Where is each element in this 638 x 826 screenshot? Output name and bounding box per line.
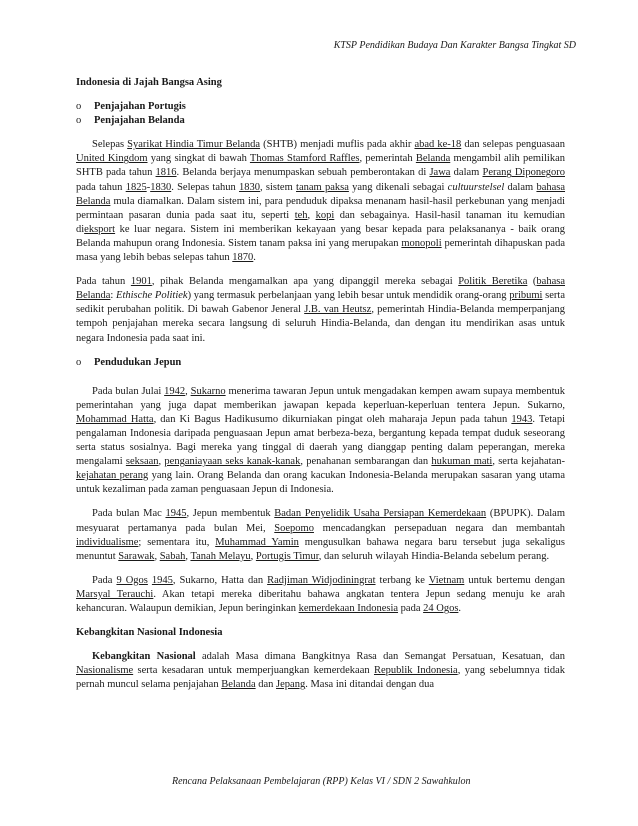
hyperlink[interactable]: bahasa Belanda: [76, 181, 566, 207]
text-run: ,: [185, 385, 191, 397]
italic-term: Ethische Politiek: [116, 290, 188, 302]
hyperlink[interactable]: Sabah: [159, 550, 186, 562]
italic-term: cultuurstelsel: [447, 181, 505, 193]
hyperlink[interactable]: Soepomo: [274, 522, 314, 534]
text-run: :: [110, 290, 117, 302]
hyperlink[interactable]: Jawa: [429, 167, 451, 179]
text-run: Pada: [92, 574, 117, 586]
hyperlink[interactable]: 1945: [151, 574, 173, 586]
hyperlink[interactable]: kejahatan perang: [76, 470, 149, 482]
text-run: . Selepas tahun: [171, 181, 240, 193]
hyperlink[interactable]: 9 Ogos: [116, 574, 148, 586]
list-item: [76, 114, 565, 128]
page-header: KTSP Pendidikan Budaya Dan Karakter Bangsa Tingkat SD: [333, 40, 576, 51]
text-run: untuk bertemu dengan: [464, 574, 566, 586]
text-run: ,: [185, 550, 191, 562]
paragraph-belanda: [76, 138, 565, 265]
hyperlink[interactable]: hukuman mati: [431, 456, 493, 468]
hyperlink[interactable]: 1816: [155, 167, 177, 179]
hyperlink[interactable]: Badan Penyelidik Usaha Persiapan Kemerdekaan: [274, 508, 487, 520]
hyperlink[interactable]: teh: [294, 209, 308, 221]
paragraph-kebangkitan: [76, 650, 565, 692]
hyperlink[interactable]: Vietnam: [428, 574, 465, 586]
text-run: , pemerintah: [359, 153, 416, 165]
hyperlink[interactable]: eksport: [84, 223, 116, 235]
text-run: serta sedikit perubahan politik. Di bawah Gabenor Jeneral: [76, 290, 566, 316]
hyperlink[interactable]: tanam paksa: [296, 181, 349, 193]
hyperlink[interactable]: 1830: [239, 181, 261, 193]
text-run: dan: [255, 679, 277, 691]
hyperlink[interactable]: 1945: [165, 508, 187, 520]
paragraph-jepun-1942: [76, 385, 565, 498]
text-run: .: [458, 603, 462, 614]
hyperlink[interactable]: Tanah Melayu: [190, 550, 251, 562]
text-run: pemerintah dihapuskan pada masa yang lebih bebas selepas tahun: [76, 237, 566, 264]
hyperlink[interactable]: 1943: [511, 413, 533, 425]
hyperlink[interactable]: kopi: [315, 209, 335, 221]
text-run: -: [146, 181, 151, 193]
text-run: Pada bulan Mac: [92, 508, 166, 520]
bullet-icon: o: [76, 101, 82, 113]
text-run: . Tetapi pengalaman Indonesia daripada penguasaan Jepun amat berbeza-beza, bergantung kepada tempat duduk seseorang serta status sosialnya. Bagi mereka yang tinggal di daerah yang dianggap penting dalam peperangan, mereka mengalami: [76, 413, 565, 468]
text-run: dalam: [504, 181, 537, 193]
hyperlink[interactable]: Portugis Timur: [255, 550, 319, 562]
hyperlink[interactable]: Radjiman Widjodiningrat: [267, 574, 376, 586]
list-item-label: Pendudukan Jepun: [94, 356, 182, 368]
hyperlink[interactable]: Nasionalisme: [76, 665, 134, 677]
paragraph-politik-beretika: [76, 275, 565, 345]
hyperlink[interactable]: kemerdekaan Indonesia: [298, 603, 399, 614]
hyperlink[interactable]: Jepang: [276, 679, 306, 691]
text-run: dan selepas penguasaan: [461, 139, 565, 151]
paragraph-ogos-1945: [76, 574, 565, 616]
text-run: mengambil alih pemilikan SHTB pada tahun: [76, 153, 566, 179]
text-run: ,: [154, 550, 160, 562]
hyperlink[interactable]: Muhammad Yamin: [215, 536, 299, 548]
text-run: . Masa ini ditandai dengan dua: [305, 679, 435, 691]
text-run: serta kesadaran untuk memperjuangkan kemerdekaan: [133, 665, 374, 677]
text-run: Selepas: [92, 139, 128, 151]
text-run: , pihak Belanda mengamalkan apa yang dipanggil mereka sebagai: [151, 276, 459, 288]
text-run: ,: [307, 209, 316, 221]
bullet-icon: o: [76, 115, 82, 127]
text-run: , dan Ki Bagus Hadikusumo dikurniakan pingat oleh maharaja Jepun pada tahun: [153, 413, 512, 425]
text-run: yang lain. Orang Belanda dan orang kacukan Indonesia-Belanda merupakan sasaran yang utama untuk kezaliman pada zaman penguasaan Jepun di Indonesia.: [76, 470, 565, 496]
bold-term: Kebangkitan Nasional: [92, 651, 196, 663]
text-run: . Akan tetapi mereka diberitahu bahawa angkatan tentera Jepun sedang menuju ke arah kehancuran. Walaupun demikian, Jepun beringinkan: [76, 588, 566, 614]
paragraph-bpupk: [76, 507, 565, 563]
text-run: mula diamalkan. Dalam sistem ini, para penduduk dipaksa menanam hasil-hasil perkebunan yang menjadi permintaan pasaran dunia pada saat itu, seperti: [76, 195, 565, 221]
text-run: (BPUPK). Dalam mesyuarat pertamanya pada bulan Mei,: [76, 508, 565, 534]
hyperlink[interactable]: penganiayaan seks kanak-kanak: [164, 456, 301, 468]
hyperlink[interactable]: pribumi: [509, 290, 543, 302]
section-heading: Kebangkitan Nasional Indonesia: [76, 627, 223, 639]
hyperlink[interactable]: bahasa Belanda: [76, 276, 565, 302]
text-run: ) yang termasuk perbelanjaan yang lebih besar untuk mendidik orang-orang: [187, 290, 510, 302]
text-run: , yang sebelumnya tidak pernah muncul selama penjajahan: [76, 665, 565, 691]
list-item-label: Penjajahan Portugis: [94, 101, 186, 113]
hyperlink[interactable]: Sarawak: [118, 550, 155, 562]
hyperlink[interactable]: Syarikat Hindia Timur Belanda: [127, 139, 261, 151]
section-title: Indonesia di Jajah Bangsa Asing: [76, 77, 222, 88]
hyperlink[interactable]: 24 Ogos: [423, 603, 459, 614]
page-footer: Rencana Pelaksanaan Pembelajaran (RPP) Kelas VI / SDN 2 Sawahkulon: [172, 776, 471, 787]
text-run: (SHTB) menjadi muflis pada akhir: [260, 139, 415, 151]
text-run: yang dikenali sebagai: [348, 181, 448, 193]
hyperlink[interactable]: 1901: [130, 276, 152, 288]
text-run: dan sebagainya. Hasil-hasil tanaman itu kemudian di: [76, 209, 566, 235]
text-run: yang singkat di bawah: [147, 153, 250, 165]
hyperlink[interactable]: Thomas Stamford Raffles: [249, 153, 360, 165]
text-run: . Belanda berjaya menumpaskan sebuah pemberontakan di: [176, 167, 430, 179]
text-run: adalah Masa dimana Bangkitnya Rasa dan Semangat Persatuan, Kesatuan, dan: [195, 651, 565, 663]
text-run: , Sukarno, Hatta dan: [172, 574, 268, 586]
text-run: dalam: [450, 167, 483, 179]
text-run: menerima tawaran Jepun untuk mengadakan kempen awam supaya membentuk pemerintahan yang juga dapat memberikan jawapan kepada keperluan-keperluan tentera Jepun. Sukarno,: [76, 385, 566, 411]
hyperlink[interactable]: Belanda: [221, 679, 256, 691]
hyperlink[interactable]: Mohammad Hatta: [76, 413, 154, 425]
text-run: ,: [250, 550, 256, 562]
bullet-icon: o: [76, 356, 82, 368]
hyperlink[interactable]: J.B. van Heutsz: [304, 304, 372, 316]
document-body: [76, 76, 565, 692]
text-run: Pada bulan Julai: [92, 385, 165, 397]
text-run: ke luar negara. Sistem ini memberikan kekayaan yang besar kepada para pelaksananya - baik orang Belanda mahupun orang Indonesia. Sistem tanam paksa ini yang merupakan: [76, 223, 565, 249]
list-item: [76, 100, 565, 114]
hyperlink[interactable]: Sukarno: [190, 385, 226, 397]
text-run: pada: [398, 603, 424, 614]
hyperlink[interactable]: Belanda: [415, 153, 451, 165]
hyperlink[interactable]: 1870: [232, 252, 254, 264]
text-run: mengusulkan bahawa negara baru tersebut juga sekaligus menuntut: [76, 536, 565, 562]
text-run: , penahanan sembarangan dan: [300, 456, 432, 468]
hyperlink[interactable]: 1942: [164, 385, 186, 397]
text-run: terbang ke: [375, 574, 429, 586]
text-run: , Jepun membentuk: [186, 508, 275, 520]
text-run: , dan seluruh wilayah Hindia-Belanda sebelum perang.: [318, 550, 550, 562]
hyperlink[interactable]: Perang Diponegoro: [482, 167, 565, 179]
text-run: (: [527, 276, 537, 288]
text-run: , sistem: [260, 181, 297, 193]
hyperlink[interactable]: Republik Indonesia: [373, 665, 458, 677]
hyperlink[interactable]: United Kingdom: [76, 153, 148, 165]
hyperlink[interactable]: seksaan: [125, 456, 159, 468]
text-run: .: [253, 252, 256, 264]
text-run: Pada tahun: [76, 276, 131, 288]
hyperlink[interactable]: Marsyal Terauchi: [76, 588, 154, 600]
hyperlink[interactable]: 1825: [125, 181, 147, 193]
list-item: [76, 356, 565, 370]
hyperlink[interactable]: monopoli: [401, 237, 442, 249]
text-run: ,: [158, 456, 165, 468]
text-run: pada tahun: [76, 181, 126, 193]
hyperlink[interactable]: Politik Beretika: [458, 276, 528, 288]
hyperlink[interactable]: 1830: [150, 181, 172, 193]
hyperlink[interactable]: individualisme: [76, 536, 139, 548]
text-run: ; sementara itu,: [138, 536, 216, 548]
text-run: , pemerintah Hindia-Belanda memperpanjang tempoh penjajahan mereka secara langsung di seluruh Hindia-Belanda, dan dengan itu mendirikan asas untuk negara Indonesia pada saat ini.: [76, 304, 565, 344]
text-run: , serta kejahatan-: [492, 456, 566, 468]
text-run: mencadangkan persepaduan negara dan membantah: [313, 522, 565, 534]
hyperlink[interactable]: abad ke-18: [414, 139, 462, 151]
list-item-label: Penjajahan Belanda: [94, 115, 185, 127]
